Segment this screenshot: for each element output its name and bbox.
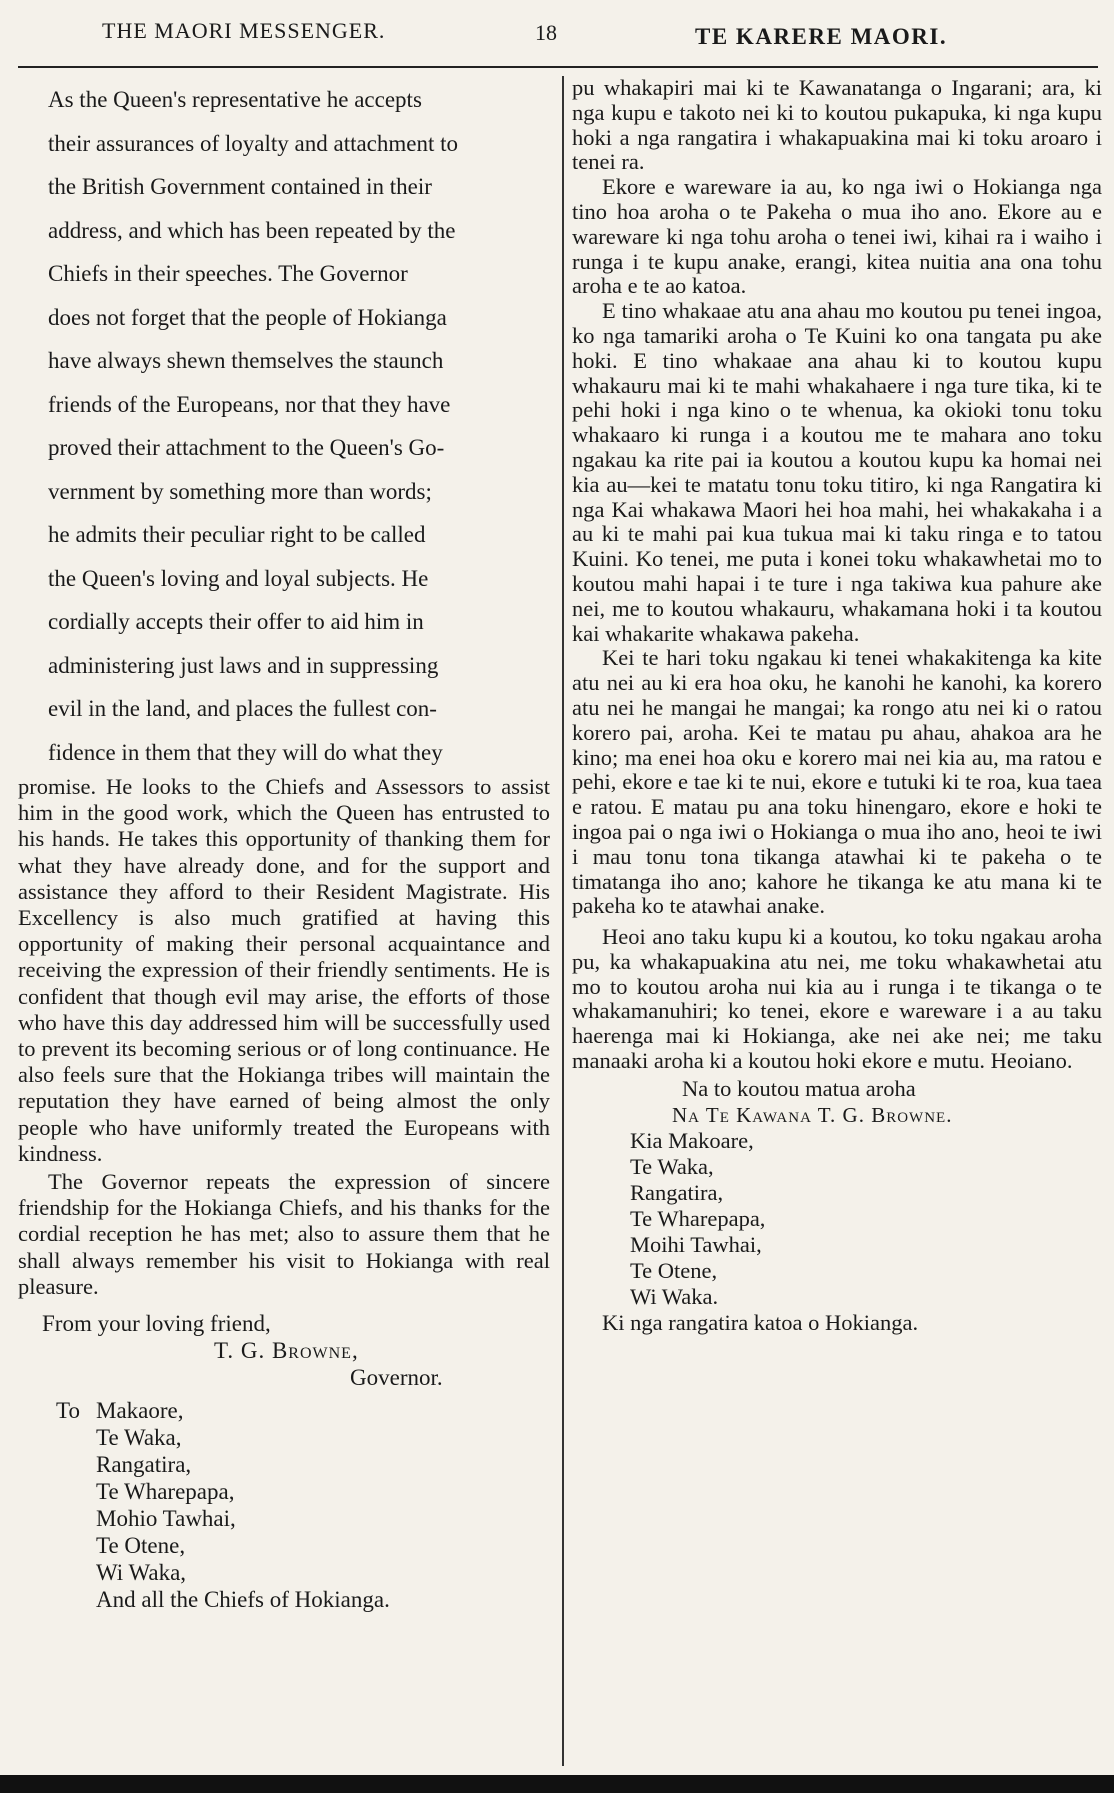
english-line: fidence in them that they will do what they [48, 739, 443, 765]
bottom-border [0, 1775, 1114, 1793]
english-line: promise. [18, 774, 97, 799]
header-maori-title: TE KARERE MAORI. [695, 24, 948, 49]
maori-paragraph-4: Kei te hari toku ngakau ki tenei whakakitenga ka kite atu nei au ki era hoa oku, he kanohi he kanohi, ka korero atu nei he mangai he mangai; ka rongo atu nei ki o ratou korero pai, aroha. Kei te matau pu ahau, ahakoa ara he kino; ma enei hoa oku e korero mai nei kia au, ma ratou e pehi, ekore e tae ki te nui, ekore e tutuki ki te roa, kua taea e ratou. E matau pu ana toku hinengaro, ekore e hoki te ingoa pai o nga iwi o Hokianga o mua iho ano, heoi te iwi i mau tonu tona tikanga atawhai ki te pakeha o te timatanga iho ano; kahore he tikanga ke atu mana ki te pakeha ko te atawhai anake. [572, 645, 1102, 919]
recipient: Te Waka, [630, 1153, 714, 1179]
english-line: Chiefs in their speeches. The Governor [48, 261, 408, 286]
english-line: vernment by something more than words; [48, 478, 432, 504]
column-divider [562, 76, 564, 1766]
maori-recipients [572, 1128, 1102, 1310]
english-recipients [18, 1397, 550, 1613]
recipient: Te Waka, [96, 1425, 182, 1451]
english-line: their assurances of loyalty and attachment to [48, 130, 459, 156]
english-signature-title: Governor. [350, 1365, 443, 1391]
english-line: the British Government contained in their [48, 174, 432, 199]
maori-closing: Na to koutou matua aroha [682, 1075, 916, 1101]
maori-paragraph-1: pu whakapiri mai ki te Kawanatanga o Ingarani; ara, ki nga kupu e takoto nei ki to koutou pukapuka, ki nga kupu hoki a nga rangatira i whakapuakina mai ki toku aroaro i tenei ra. [572, 75, 1102, 175]
recipient: Wi Waka, [96, 1560, 187, 1586]
recipient: Te Wharepapa, [630, 1205, 766, 1231]
english-closing: From your loving friend, [42, 1311, 271, 1337]
recipient: Te Wharepapa, [96, 1479, 235, 1505]
english-column [18, 78, 550, 1613]
recipient: And all the Chiefs of Hokianga. [96, 1587, 390, 1613]
english-line: evil in the land, and places the fullest con- [48, 696, 437, 721]
english-signature-block [18, 1310, 550, 1613]
english-line: administering just laws and in suppressing [48, 652, 439, 678]
english-line: address, and which has been repeated by the [48, 217, 456, 243]
page-header [0, 0, 1114, 62]
english-line: does not forget that the people of Hokianga [48, 304, 447, 330]
header-rule [18, 66, 1098, 68]
english-paragraph-1 [18, 78, 550, 774]
english-line: cordially accepts their offer to aid him in [48, 609, 424, 634]
maori-signature: Na Te Kawana T. G. Browne. [672, 1102, 953, 1127]
recipient: Wi Waka. [630, 1283, 719, 1309]
recipient: Makaore, [96, 1398, 184, 1424]
english-paragraph-1-continued [18, 774, 550, 1167]
page-number: 18 [535, 20, 557, 45]
english-to-label: To [56, 1398, 80, 1424]
english-line: friends of the Europeans, nor that they have [48, 391, 451, 417]
english-line: the Queen's loving and loyal subjects. He [48, 565, 429, 591]
maori-paragraph-3: E tino whakaae atu ana ahau mo koutou pu tenei ingoa, ko nga tamariki aroha o Te Kuini ko ona tangata pu ake hoki. E tino whakaae ana ahau ki to koutou kupu whakauru mai ki te mahi whakahaere i nga ture tika, ki te pehi hoki i nga kino o te whenua, ka okioki tonu toku whakaaro ki runga i a koutou me te mahara ano toku ngakau ka rite pai ia koutou a koutou kupu ka homai nei kia au—kei te matatu tonu toku titiro, ki nga Rangatira ki nga Kai whakawa Maori hei hoa mahi, hei whakakaha i a au ki te mahi pai kua tukua mai ki taku ringa e to tatou Kuini. Ko tenei, me puta i konei toku whakawhetai mo to koutou mahi hapai i te ture i nga takiwa kua pahure ake nei, me to koutou whakauru, whakamana hoki i ta koutou kai whakarite whakawa pakeha. [572, 298, 1102, 646]
maori-column [572, 76, 1102, 1336]
english-line: As the Queen's representative he accepts [48, 87, 422, 112]
english-line: have always shewn themselves the staunch [48, 348, 444, 373]
recipient: Rangatira, [630, 1179, 724, 1205]
english-line: proved their attachment to the Queen's Go- [48, 435, 445, 460]
recipient: Moihi Tawhai, [630, 1231, 762, 1257]
recipient: Te Otene, [630, 1257, 718, 1283]
maori-paragraph-5: Heoi ano taku kupu ki a koutou, ko toku ngakau aroha pu, ka whakapuakina atu nei, me toku whakawhetai atu mo to koutou aroha nui kia au i runga i te tikanga o te whakamanuhiri; ko tenei, ekore e wareware i a au taku haerenga mai ki Hokianga, ake nei ake nei; me taku manaaki aroha ki a koutou hoki ekore e mutu. Heoiano. [572, 924, 1102, 1074]
english-paragraph-2: The Governor repeats the expression of sincere friendship for the Hokianga Chiefs, and his thanks for the cordial reception he has met; also to assure them that he shall always remember his visit to Hokianga with real pleasure. [18, 1169, 550, 1299]
english-text: He looks to the Chiefs and Assessors to assist him in the good work, which the Queen has entrusted to his hands. He takes this opportunity of thanking them for what they have already done, and for the support and assistance they afford to their Resident Magistrate. His Excellency is also much gratified at having this opportunity of making their personal acquaintance and receiving the expression of their friendly sentiments. He is confident that though evil may arise, the efforts of those who have this day addressed him will be successfully used to prevent its becoming serious or of long continuance. He also feels sure that the Hokianga tribes will maintain the reputation they have earned of being almost the only people who have uniformly treated the Europeans with kindness. [18, 774, 550, 1166]
maori-to-label: Kia [630, 1127, 663, 1153]
english-line: he admits their peculiar right to be called [48, 522, 426, 547]
header-english-title: THE MAORI MESSENGER. [102, 18, 386, 43]
english-signature: T. G. Browne, [214, 1338, 359, 1364]
maori-paragraph-2: Ekore e wareware ia au, ko nga iwi o Hokianga nga tino hoa aroha o te Pakeha o mua iho ano. Ekore au e wareware ki nga tohu aroha o tenei iwi, kihai ra i waiho i runga i te kupu anake, erangi, kitea nuitia ana ona tohu aroha e te ao katoa. [572, 174, 1102, 299]
recipient: Rangatira, [96, 1452, 192, 1478]
maori-final-line: Ki nga rangatira katoa o Hokianga. [602, 1309, 919, 1335]
recipient: Makoare, [668, 1127, 754, 1153]
recipient: Mohio Tawhai, [96, 1506, 236, 1532]
maori-signature-block [572, 1076, 1102, 1336]
recipient: Te Otene, [96, 1533, 186, 1559]
